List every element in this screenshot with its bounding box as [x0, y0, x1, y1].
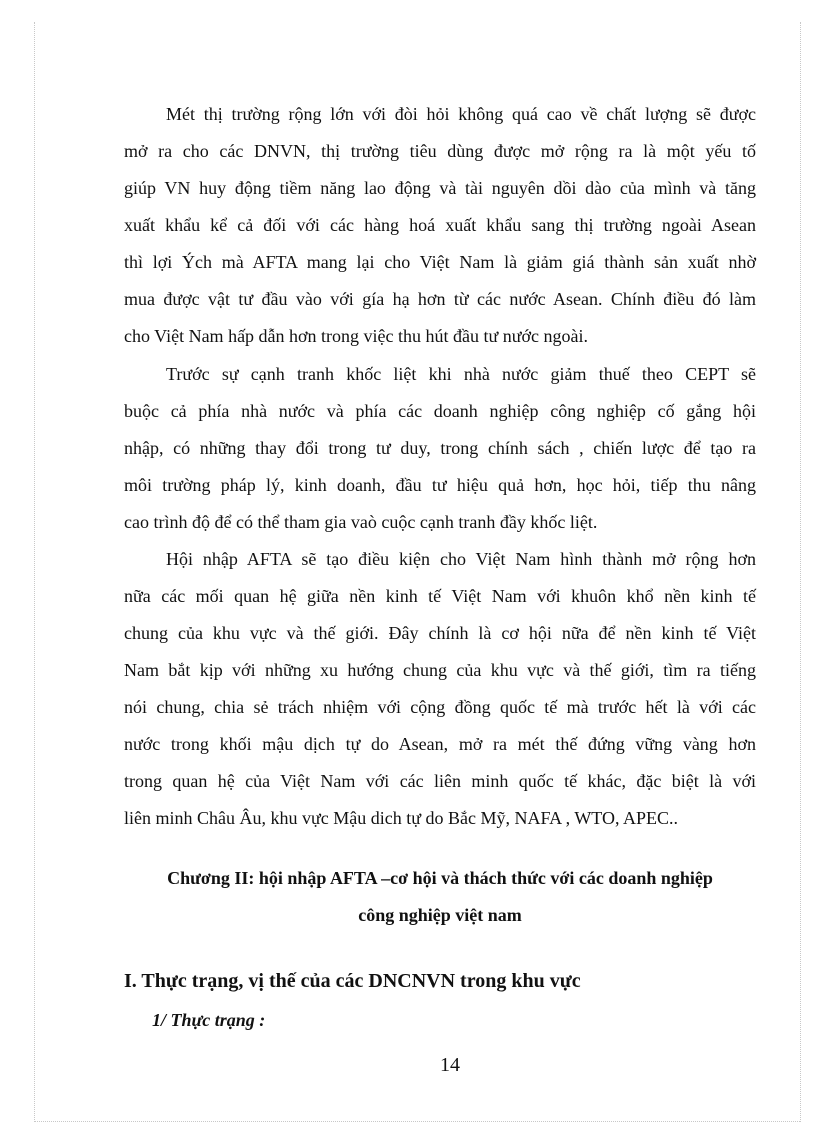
paragraph-2-line-4: môi trường pháp lý, kinh doanh, đầu tư hiệu quả hơn, học hỏi, tiếp thu nâng [124, 475, 756, 495]
subsection-heading: 1/ Thực trạng : [152, 1010, 266, 1030]
paragraph-2-line-5: cao trình độ để có thể tham gia vaò cuộc cạnh tranh đầy khốc liệt. [124, 512, 598, 532]
paragraph-1-line-1: Mét thị trường rộng lớn với đòi hỏi không quá cao về chất lượng sẽ được [166, 104, 756, 124]
paragraph-2-line-3: nhập, có những thay đổi trong tư duy, trong chính sách , chiến lược để tạo ra [124, 438, 756, 458]
section-heading: I. Thực trạng, vị thế của các DNCNVN trong khu vực [124, 970, 581, 992]
chapter-heading-line-2: công nghiệp việt nam [358, 905, 522, 925]
paragraph-1-line-2: mở ra cho các DNVN, thị trường tiêu dùng được mở rộng ra là một yếu tố [124, 141, 756, 161]
paragraph-3-line-4: Nam bắt kịp với những xu hướng chung của khu vực và thế giới, tìm ra tiếng [124, 660, 756, 680]
paragraph-3-line-3: chung của khu vực và thế giới. Đây chính là cơ hội nữa để nền kinh tế Việt [124, 623, 756, 643]
paragraph-1-line-3: giúp VN huy động tiềm năng lao động và tài nguyên dồi dào của mình và tăng [124, 178, 756, 198]
page-border-left [34, 22, 35, 1122]
paragraph-1-line-5: thì lợi Ých mà AFTA mang lại cho Việt Nam là giảm giá thành sản xuất nhờ [124, 252, 756, 272]
page-number: 14 [440, 1054, 460, 1076]
paragraph-1-line-6: mua được vật tư đầu vào với gía hạ hơn từ các nước Asean. Chính điều đó làm [124, 289, 756, 309]
paragraph-2-line-2: buộc cả phía nhà nước và phía các doanh nghiệp công nghiệp cố gắng hội [124, 401, 756, 421]
page-border-right [800, 22, 801, 1122]
paragraph-1-line-4: xuất khẩu kể cả đối với các hàng hoá xuất khẩu sang thị trường ngoài Asean [124, 215, 756, 235]
paragraph-3-line-1: Hội nhập AFTA sẽ tạo điều kiện cho Việt Nam hình thành mở rộng hơn [166, 549, 756, 569]
paragraph-3-line-6: nước trong khối mậu dịch tự do Asean, mở ra mét thế đứng vững vàng hơn [124, 734, 756, 754]
paragraph-3-line-2: nữa các mối quan hệ giữa nền kinh tế Việt Nam với khuôn khổ nền kinh tế [124, 586, 756, 606]
paragraph-3-line-7: trong quan hệ của Việt Nam với các liên minh quốc tế khác, đặc biệt là với [124, 771, 756, 791]
paragraph-2-line-1: Trước sự cạnh tranh khốc liệt khi nhà nước giảm thuế theo CEPT sẽ [166, 364, 756, 384]
page-border-bottom [34, 1121, 800, 1122]
paragraph-1-line-7: cho Việt Nam hấp dẫn hơn trong việc thu hút đầu tư nước ngoài. [124, 326, 589, 346]
chapter-heading-line-1: Chương II: hội nhập AFTA –cơ hội và thách thức với các doanh nghiệp [167, 868, 713, 888]
paragraph-3-line-5: nói chung, chia sẻ trách nhiệm với cộng đồng quốc tế mà trước hết là với các [124, 697, 756, 717]
paragraph-3-line-8: liên minh Châu Âu, khu vực Mậu dich tự do Bắc Mỹ, NAFA , WTO, APEC.. [124, 808, 678, 828]
